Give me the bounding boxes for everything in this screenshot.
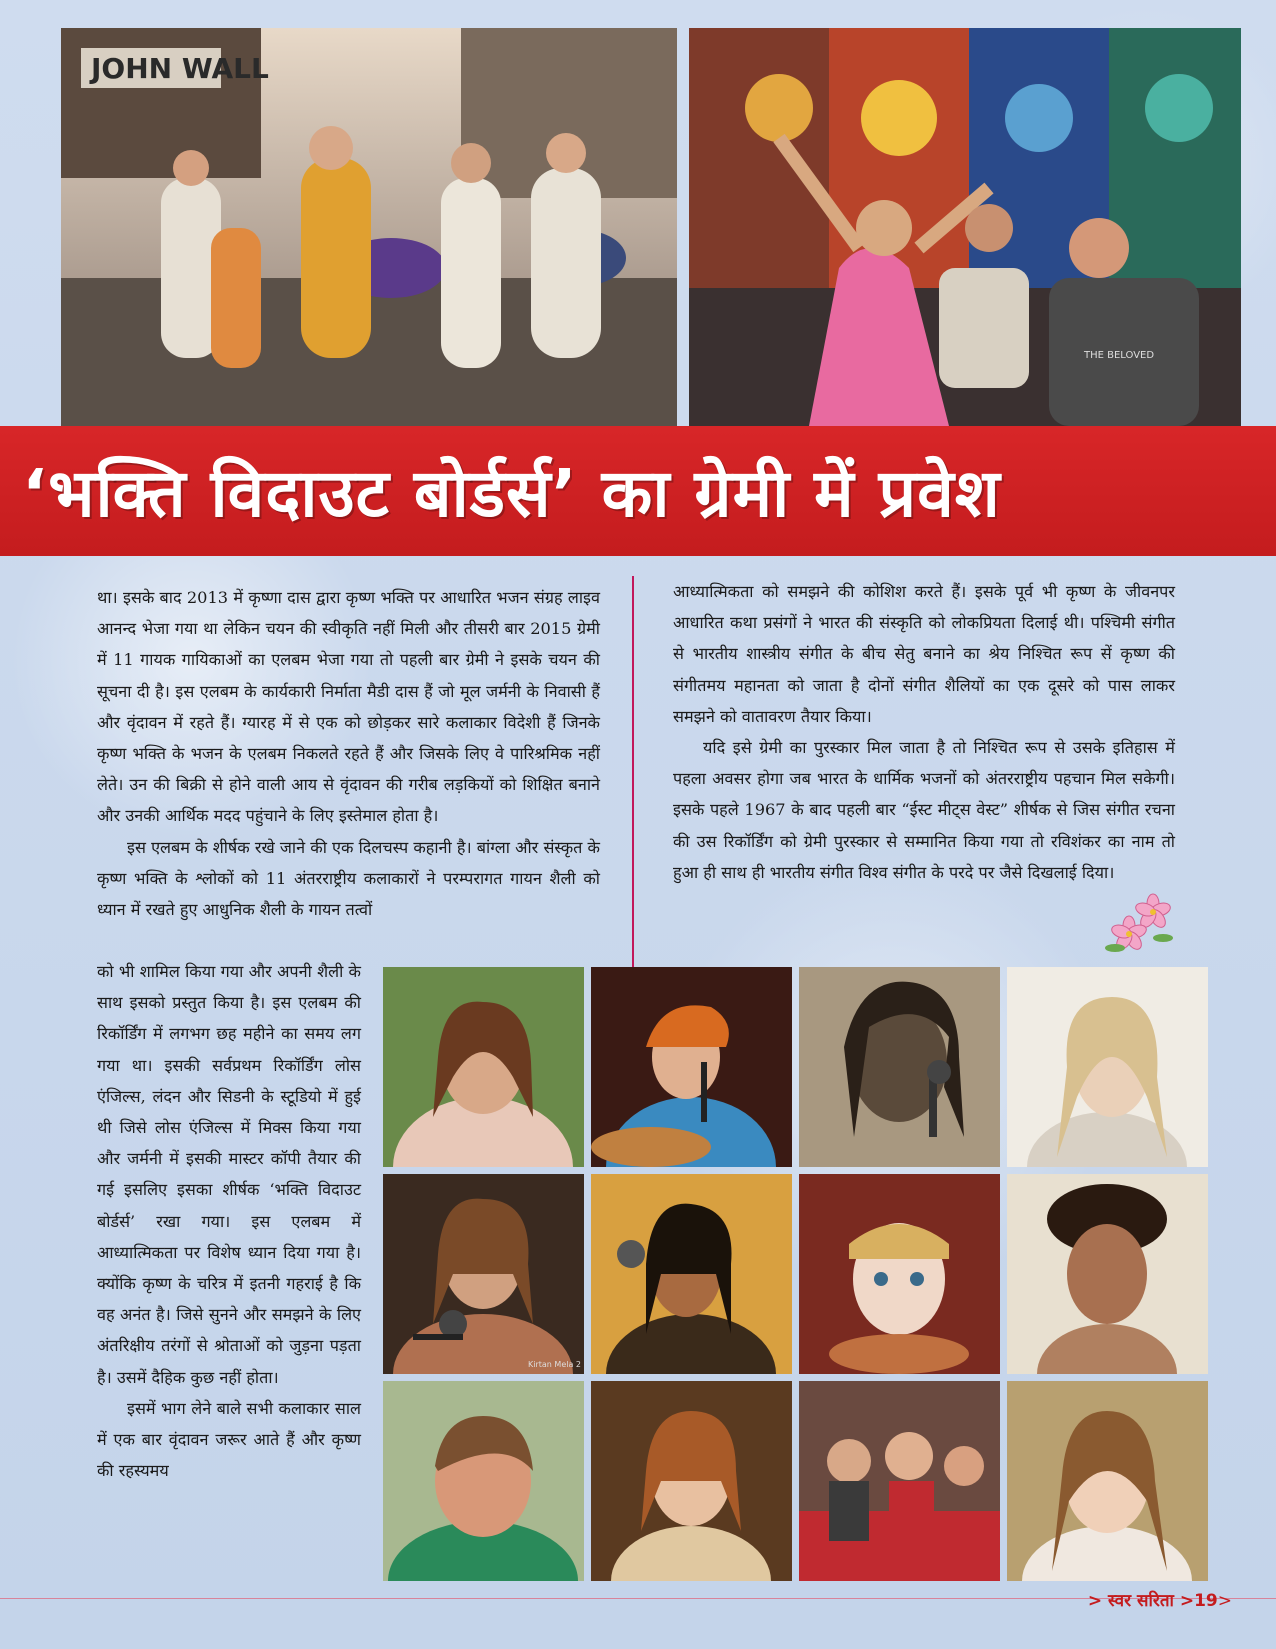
artist-photo bbox=[1007, 967, 1208, 1167]
artist-photo bbox=[383, 1174, 584, 1374]
article-left-narrow-column bbox=[97, 956, 361, 1486]
page-title: ‘भक्ति विदाउट बोर्डर्स’ का ग्रेमी में प्रवेश bbox=[22, 455, 1001, 532]
artist-photo bbox=[591, 1381, 792, 1581]
artist-photo bbox=[799, 967, 1000, 1167]
article-right-column bbox=[673, 576, 1175, 888]
paragraph: इस एलबम के शीर्षक रखे जाने की एक दिलचस्प कहानी है। बांग्ला और संस्कृत के कृष्ण भक्ति के श्लोकों को 11 अंतरराष्ट्रीय कलाकारों ने परम्परागत गायन शैली को ध्यान में रखते हुए आधुनिक शैली के गायन तत्वों bbox=[97, 837, 600, 920]
footer-rule bbox=[0, 1598, 1276, 1599]
article-left-column bbox=[97, 582, 600, 925]
paragraph: इसमें भाग लेने बाले सभी कलाकार साल में एक बार वृंदावन जरूर आते हैं और कृष्ण की रहस्यमय bbox=[97, 1398, 361, 1481]
column-divider bbox=[632, 576, 634, 968]
artist-photo bbox=[1007, 1381, 1208, 1581]
paragraph: था। इसके बाद 2013 में कृष्णा दास द्वारा कृष्ण भक्ति पर आधारित भजन संग्रह लाइव आनन्द भेजा गया था लेकिन चयन की स्वीकृति नहीं मिली और तीसरी बार 2015 ग्रेमी में 11 गायक गायिकाओं का एलबम भेजा गया तो पहली बार ग्रेमी ने इसके चयन की सूचना दी है। इस एलबम के कार्यकारी निर्माता मैडी दास हैं जो मूल जर्मनी के निवासी हैं और वृंदावन में रहते हैं। ग्यारह में से एक को छोड़कर सारे कलाकार विदेशी हैं जिनके कृष्ण भक्ति के भजन के एलबम निकलते रहते हैं और जिसके लिए वे पारिश्रमिक नहीं लेते। उन की बिक्री से होने वाली आय से वृंदावन की गरीब लड़कियों को शिक्षित बनाने और उनकी आर्थिक मदद पहुंचाने के लिए इस्तेमाल होता है। bbox=[97, 588, 600, 826]
artist-photo bbox=[383, 1381, 584, 1581]
flower-decoration-icon bbox=[1105, 890, 1175, 960]
svg-text:JOHN WALL: JOHN WALL bbox=[91, 52, 269, 85]
footer-suffix: > bbox=[1217, 1591, 1232, 1611]
svg-text:Kirtan Mela 2: Kirtan Mela 2 bbox=[528, 1360, 581, 1369]
artist-photo bbox=[799, 1174, 1000, 1374]
artist-photo bbox=[383, 967, 584, 1167]
paragraph: को भी शामिल किया गया और अपनी शैली के साथ इसको प्रस्तुत किया है। इस एलबम की रिकॉर्डिंग में लगभग छह महीने का समय लग गया था। इसकी सर्वप्रथम रिकॉर्डिंग लोस एंजिल्स, लंदन और सिडनी के स्टूडियो में हुई थी जिसे लोस एंजिल्स में मिक्स किया गया और जर्मनी में इसकी मास्टर कॉपी तैयार की गई इसलिए इसका शीर्षक ‘भक्ति विदाउट बोर्डर्स’ रखा गया। इस एलबम में आध्यात्मिकता पर विशेष ध्यान दिया गया है। क्योंकि कृष्ण के चरित्र में इतनी गहराई है कि वह अनंत है। जिसे सुनने और समझने के लिए अंतरिक्षीय तरंगों से श्रोताओं को जुड़ना पड़ता है। उसमें दैहिक कुछ नहीं होता। bbox=[97, 962, 361, 1387]
artist-photo bbox=[591, 967, 792, 1167]
artist-photo-grid bbox=[383, 967, 1209, 1587]
artist-photo bbox=[799, 1381, 1000, 1581]
page-number: 19 bbox=[1194, 1591, 1218, 1611]
artist-photo bbox=[591, 1174, 792, 1374]
magazine-name: > स्वर सरिता > bbox=[1087, 1591, 1195, 1611]
paragraph: आध्यात्मिकता को समझने की कोशिश करते हैं। इसके पूर्व भी कृष्ण के जीवनपर आधारित कथा प्रसंगों ने भारत की संस्कृति को लोकप्रियता दिलाई थी। पश्चिमी संगीत से भारतीय शास्त्रीय संगीत के बीच सेतु बनाने का श्रेय निश्चित रूप सें कृष्ण की संगीतमय महानता को जाता है दोनों संगीत शैलियों का एक दूसरे को पास लाकर समझने को वातावरण तैयार किया। bbox=[673, 582, 1175, 726]
page-footer bbox=[1088, 1588, 1232, 1611]
photo-street-procession bbox=[61, 28, 677, 426]
paragraph: यदि इसे ग्रेमी का पुरस्कार मिल जाता है तो निश्चित रूप से उसके इतिहास में पहला अवसर होगा जब भारत के धार्मिक भजनों को अंतरराष्ट्रीय पहचान मिल सकेगी। इसके पहले 1967 के बाद पहली बार “ईस्ट मीट्स वेस्ट” शीर्षक से जिस संगीत रचना की उस रिकॉर्डिंग को ग्रेमी पुरस्कार से सम्मानित किया गया तो रविशंकर का नाम तो हुआ ही साथ ही भारतीय संगीत विश्व संगीत के परदे पर जैसे दिखलाई दिया। bbox=[673, 738, 1175, 882]
svg-text:THE BELOVED: THE BELOVED bbox=[1084, 350, 1155, 361]
title-banner bbox=[0, 426, 1276, 556]
photo-kirtan-stage bbox=[689, 28, 1241, 426]
artist-photo bbox=[1007, 1174, 1208, 1374]
